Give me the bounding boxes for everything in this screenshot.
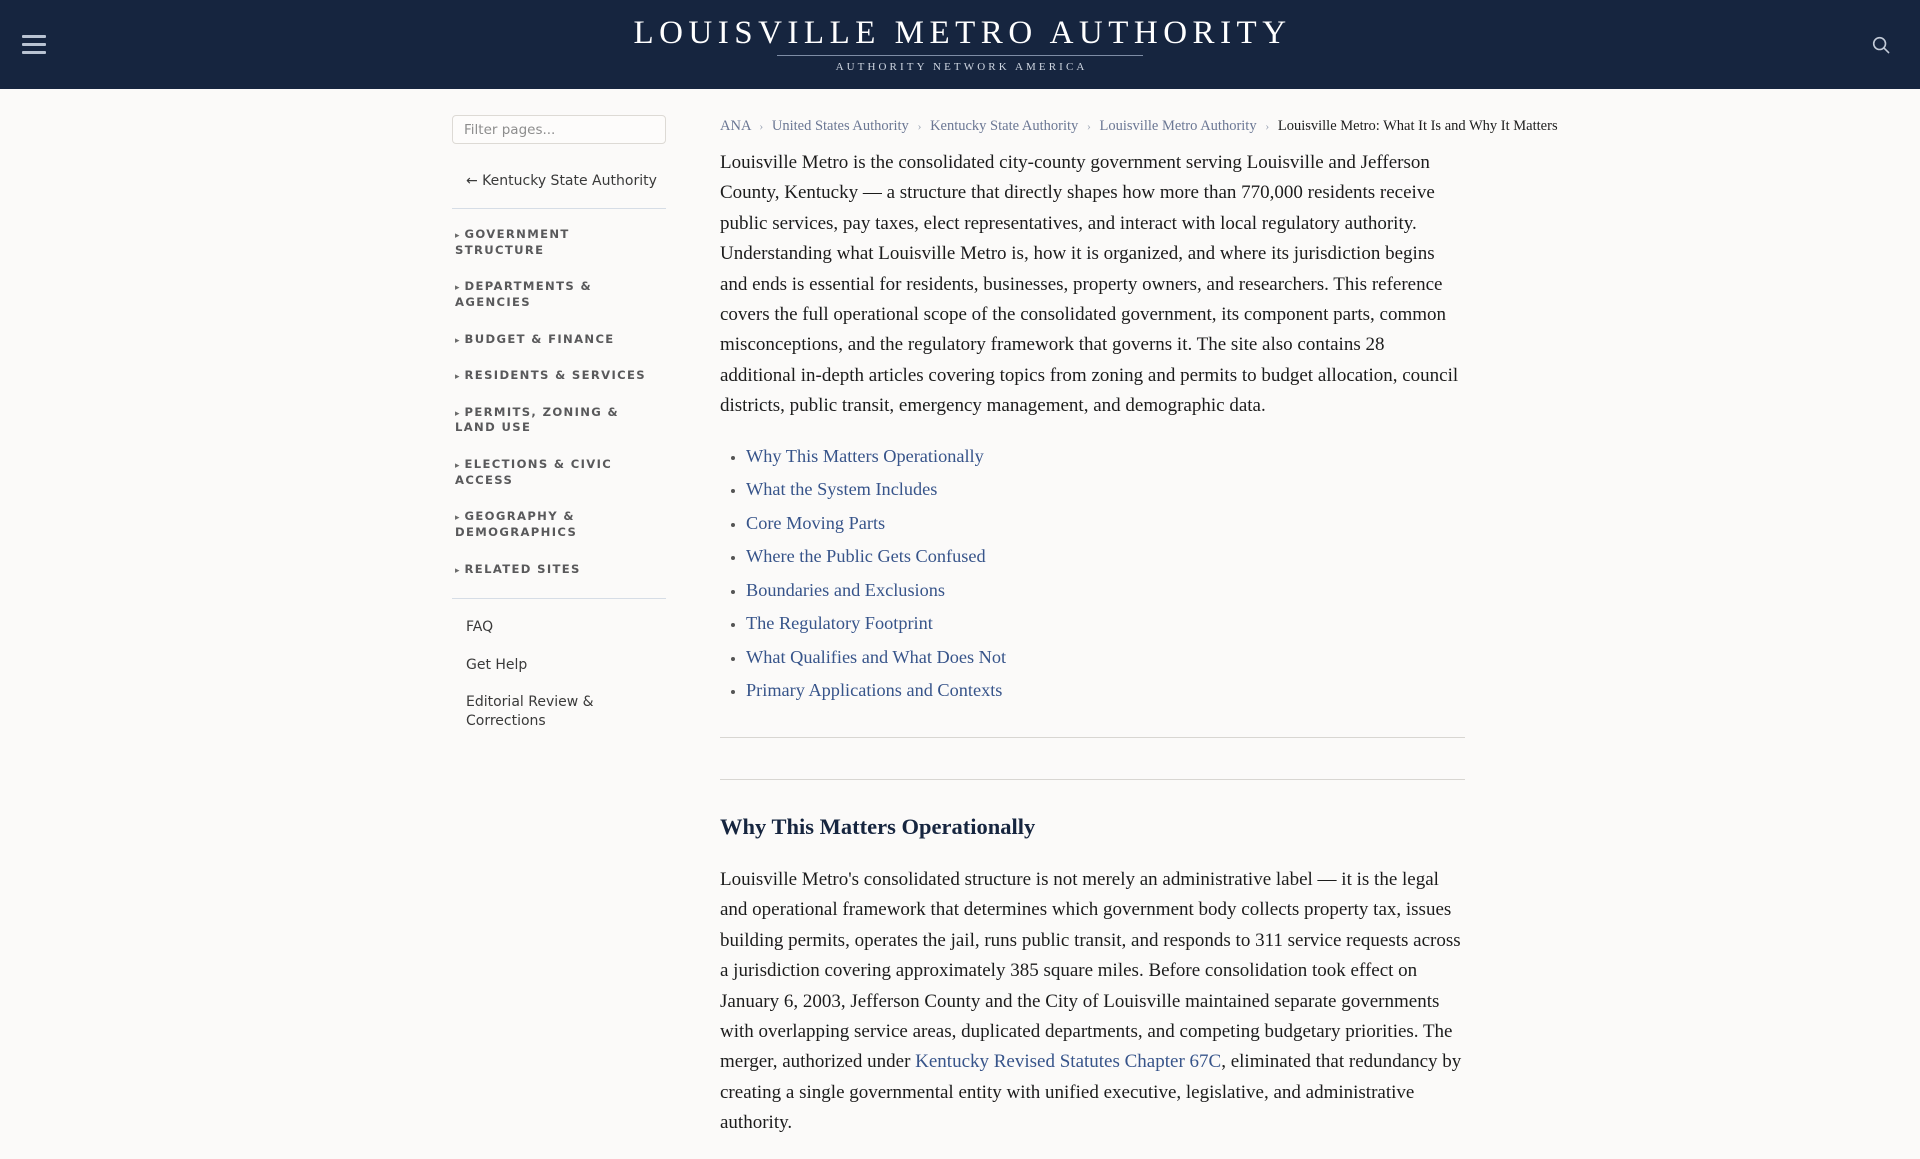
paragraph-text-before-link: Louisville Metro's consolidated structure is not merely an administrative label — it is the legal and operational framework that determines which government body collects property tax, issues building permits, operates the jail, runs public transit, and responds to 311 service requests across a jurisdiction covering approximately 385 square miles. Before consolidation took effect on January 6, 2003, Jefferson County and the City of Louisville maintained separate governments with overlapping service areas, duplicated departments, and competing budgetary priorities. The merger, authorized under xyxy=(720,869,1461,1073)
breadcrumb-item-louisville-metro-authority[interactable]: Louisville Metro Authority xyxy=(1099,118,1257,134)
sidebar-item-label: PERMITS, ZONING & LAND USE xyxy=(455,404,620,435)
chevron-right-icon: ▸ xyxy=(455,461,460,472)
sidebar-item-label: BUDGET & FINANCE xyxy=(464,331,615,346)
sidebar-item-label: ELECTIONS & CIVIC ACCESS xyxy=(455,457,613,487)
list-item xyxy=(746,513,1465,534)
sidebar-item-elections-civic-access[interactable] xyxy=(455,457,663,488)
list-item xyxy=(746,647,1465,668)
hamburger-bar xyxy=(22,43,46,46)
section-paragraph xyxy=(720,865,1465,1139)
toc-link-where-the-public-gets-confused[interactable]: Where the Public Gets Confused xyxy=(746,546,986,567)
breadcrumb-item-kentucky-state-authority[interactable]: Kentucky State Authority xyxy=(930,118,1079,134)
list-item xyxy=(746,446,1465,467)
hamburger-bar xyxy=(22,35,46,38)
chevron-right-icon: ▸ xyxy=(455,513,460,524)
toc-link-what-the-system-includes[interactable]: What the System Includes xyxy=(746,479,938,500)
chevron-right-icon: ▸ xyxy=(455,231,460,241)
sidebar-item-departments-agencies[interactable] xyxy=(455,279,663,310)
sidebar-link-editorial-review[interactable]: Editorial Review & Corrections xyxy=(466,694,594,729)
intro-paragraph: Louisville Metro is the consolidated city-county government serving Louisville and Jefferson County, Kentucky — a structure that directly shapes how more than 770,000 residents receive public services, pay taxes, elect representatives, and interact with local regulatory authority. Understanding what Louisville Metro is, how it is organized, and where its jurisdiction begins and ends is essential for residents, businesses, property owners, and researchers. This reference covers the full operational scope of the consolidated government, its component parts, common misconceptions, and the regulatory framework that governs it. The site also contains 28 additional in-depth articles covering topics from zoning and permits to budget allocation, council districts, public transit, emergency management, and demographic data. xyxy=(720,152,1459,417)
site-title: LOUISVILLE METRO AUTHORITY xyxy=(633,15,1292,52)
toc-link-primary-applications-and-contexts[interactable]: Primary Applications and Contexts xyxy=(746,680,1003,701)
chevron-right-icon: ▸ xyxy=(455,408,460,419)
hamburger-menu-icon[interactable] xyxy=(14,25,54,65)
sidebar-nav xyxy=(452,227,666,577)
paragraph-text-after-link: , eliminated that redundancy by creating a single governmental entity with unified executive, legislative, and administrative authority. xyxy=(720,1051,1462,1134)
search-icon[interactable] xyxy=(1864,28,1898,62)
sidebar-item-government-structure[interactable] xyxy=(455,227,663,258)
breadcrumb-separator-icon: › xyxy=(1086,119,1091,133)
chevron-right-icon: ▸ xyxy=(455,283,460,294)
main-content xyxy=(720,115,1558,1159)
sidebar-item-label: GEOGRAPHY & DEMOGRAPHICS xyxy=(455,509,578,540)
sidebar-item-permits-zoning-land-use[interactable] xyxy=(455,405,663,436)
list-item xyxy=(746,613,1465,634)
sidebar-top-divider xyxy=(452,208,666,209)
breadcrumb-item-ana[interactable]: ANA xyxy=(720,118,751,134)
section-heading-why-this-matters: Why This Matters Operationally xyxy=(720,814,1036,840)
list-item xyxy=(746,546,1465,567)
sidebar-item-label: RELATED SITES xyxy=(464,561,581,576)
page-layout xyxy=(0,89,1920,1159)
sidebar-item-geography-demographics[interactable] xyxy=(455,509,663,540)
breadcrumb xyxy=(720,118,1558,135)
list-item xyxy=(746,479,1465,500)
content-divider-bottom xyxy=(720,779,1465,780)
chevron-right-icon: ▸ xyxy=(455,565,460,576)
chevron-right-icon: ▸ xyxy=(455,372,460,383)
breadcrumb-item-united-states-authority[interactable]: United States Authority xyxy=(771,118,909,134)
sidebar-item-label: GOVERNMENT STRUCTURE xyxy=(455,227,570,257)
back-to-parent-link[interactable]: ← Kentucky State Authority xyxy=(466,173,657,189)
toc-link-the-regulatory-footprint[interactable]: The Regulatory Footprint xyxy=(746,613,933,634)
table-of-contents xyxy=(720,446,1465,702)
sidebar-item-label: DEPARTMENTS & AGENCIES xyxy=(455,279,592,309)
breadcrumb-separator-icon: › xyxy=(759,119,764,133)
breadcrumb-separator-icon: › xyxy=(1265,119,1270,133)
sidebar-utility-links xyxy=(452,618,666,730)
chevron-right-icon: ▸ xyxy=(455,335,460,346)
hamburger-bar xyxy=(22,51,46,54)
sidebar-link-get-help[interactable]: Get Help xyxy=(466,656,528,673)
list-item xyxy=(746,580,1465,601)
content-divider-top xyxy=(720,737,1465,738)
toc-link-why-this-matters-operationally[interactable]: Why This Matters Operationally xyxy=(746,445,984,466)
toc-link-core-moving-parts[interactable]: Core Moving Parts xyxy=(746,512,886,533)
site-subtitle: AUTHORITY NETWORK AMERICA xyxy=(835,60,1088,73)
toc-link-what-qualifies-and-what-does-not[interactable]: What Qualifies and What Does Not xyxy=(746,646,1007,667)
sidebar-item-label: RESIDENTS & SERVICES xyxy=(464,368,646,383)
sidebar-link-faq[interactable]: FAQ xyxy=(466,619,494,636)
inline-link-kentucky-revised-statutes[interactable]: Kentucky Revised Statutes Chapter 67C xyxy=(915,1051,1222,1073)
site-header xyxy=(0,0,1920,89)
list-item xyxy=(746,680,1465,701)
sidebar-item-residents-services[interactable] xyxy=(455,368,663,384)
breadcrumb-separator-icon: › xyxy=(917,119,922,133)
sidebar-item-budget-finance[interactable] xyxy=(455,332,663,348)
filter-pages-input[interactable] xyxy=(452,115,666,144)
brand-divider xyxy=(777,55,1143,56)
sidebar-bottom-divider xyxy=(452,598,666,599)
site-brand[interactable] xyxy=(628,16,1291,73)
sidebar-item-related-sites[interactable] xyxy=(455,562,663,578)
toc-link-boundaries-and-exclusions[interactable]: Boundaries and Exclusions xyxy=(746,579,946,600)
sidebar xyxy=(452,115,666,749)
breadcrumb-current-page: Louisville Metro: What It Is and Why It Matters xyxy=(1277,118,1558,134)
